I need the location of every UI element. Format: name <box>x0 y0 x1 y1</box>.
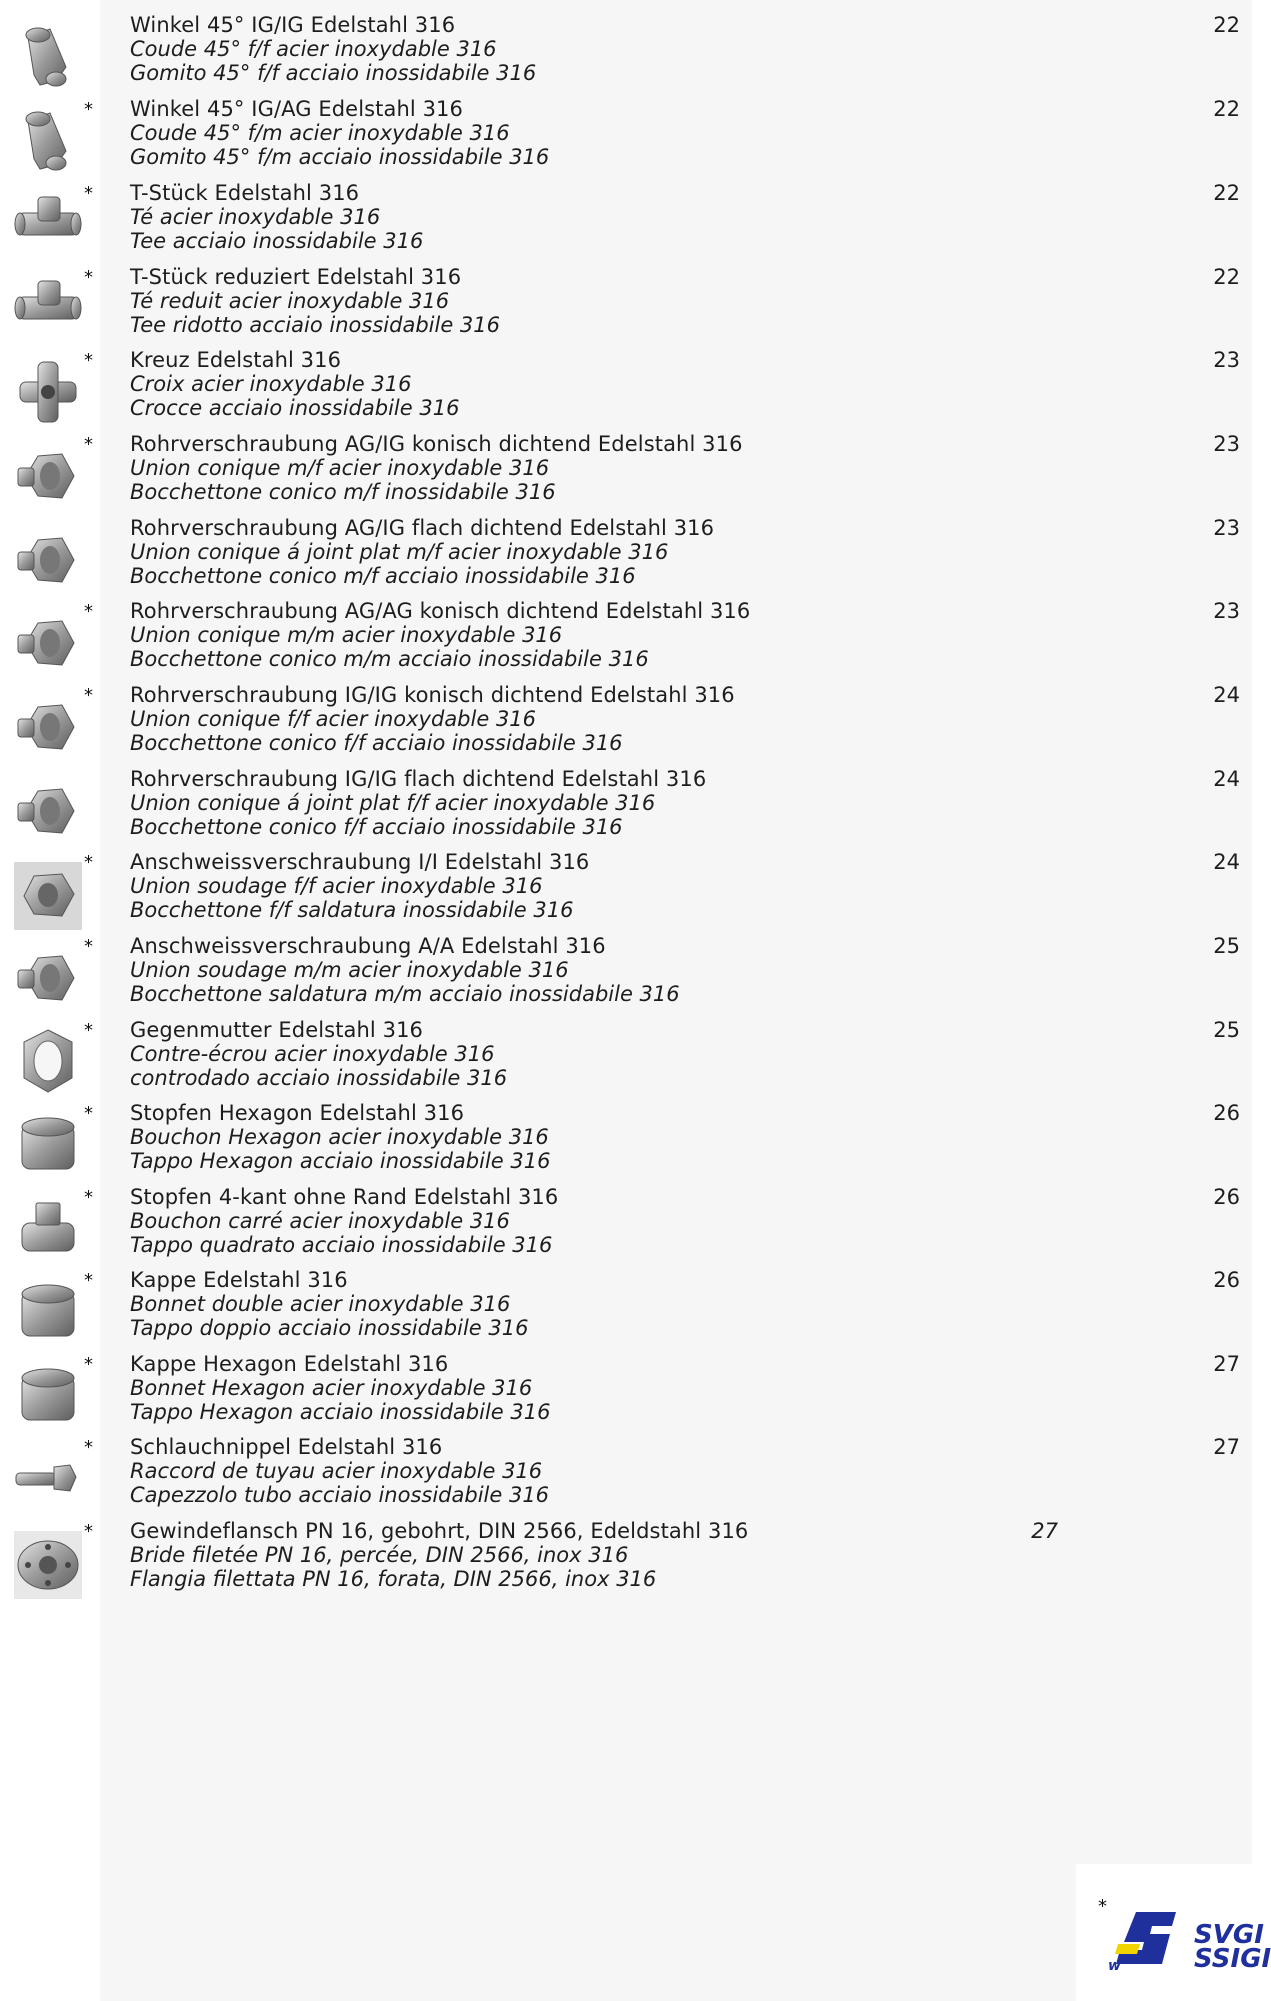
product-name-it: Gomito 45° f/m acciaio inossidabile 316 <box>130 145 550 169</box>
product-name-it: Bocchettone conico m/m acciaio inossidabile 316 <box>130 647 649 671</box>
page-number[interactable]: 26 <box>1213 1185 1240 1209</box>
availability-asterisk: * <box>84 1521 93 1542</box>
product-name-fr: Union conique á joint plat f/f acier inoxydable 316 <box>130 791 656 815</box>
product-name-fr: Bonnet double acier inoxydable 316 <box>130 1292 511 1316</box>
availability-asterisk: * <box>84 1187 93 1208</box>
page-number[interactable]: 27 <box>1213 1435 1240 1459</box>
availability-asterisk: * <box>84 1020 93 1041</box>
logo-asterisk: * <box>1098 1896 1107 1917</box>
availability-asterisk: * <box>84 936 93 957</box>
product-name-de: Kappe Edelstahl 316 <box>130 1268 348 1292</box>
tee-icon <box>10 183 86 263</box>
product-name-fr: Union conique á joint plat m/f acier inoxydable 316 <box>130 540 669 564</box>
product-description <box>130 934 1030 1006</box>
product-description <box>130 13 1030 85</box>
page-number[interactable]: 26 <box>1213 1101 1240 1125</box>
product-name-fr: Union soudage f/f acier inoxydable 316 <box>130 874 543 898</box>
product-name-it: Bocchettone saldatura m/m acciaio inossidabile 316 <box>130 982 680 1006</box>
logo-text-line1: SVGI <box>1194 1920 1264 1950</box>
product-name-de: Winkel 45° IG/AG Edelstahl 316 <box>130 97 463 121</box>
union-ff-icon <box>10 685 86 765</box>
page-number[interactable]: 23 <box>1213 348 1240 372</box>
product-name-fr: Bride filetée PN 16, percée, DIN 2566, inox 316 <box>130 1543 629 1567</box>
page-number[interactable]: 25 <box>1213 934 1240 958</box>
product-name-fr: Bouchon Hexagon acier inoxydable 316 <box>130 1125 549 1149</box>
availability-asterisk: * <box>84 183 93 204</box>
product-name-it: Crocce acciaio inossidabile 316 <box>130 396 460 420</box>
product-name-de: Rohrverschraubung IG/IG konisch dichtend Edelstahl 316 <box>130 683 735 707</box>
page-number[interactable]: 23 <box>1213 599 1240 623</box>
page-number[interactable]: 24 <box>1213 850 1240 874</box>
availability-asterisk: * <box>84 99 93 120</box>
product-name-it: Flangia filettata PN 16, forata, DIN 2566, inox 316 <box>130 1567 657 1591</box>
product-description <box>130 265 1030 337</box>
product-name-de: Gegenmutter Edelstahl 316 <box>130 1018 424 1042</box>
union-mm-icon <box>10 601 86 681</box>
product-name-it: Bocchettone conico f/f acciaio inossidabile 316 <box>130 731 623 755</box>
availability-asterisk: * <box>84 601 93 622</box>
elbow-45-icon <box>10 15 86 95</box>
page-number[interactable]: 22 <box>1213 181 1240 205</box>
product-name-de: T-Stück reduziert Edelstahl 316 <box>130 265 462 289</box>
product-name-it: Tappo Hexagon acciaio inossidabile 316 <box>130 1149 551 1173</box>
availability-asterisk: * <box>84 1103 93 1124</box>
availability-asterisk: * <box>84 350 93 371</box>
product-description <box>130 1352 1030 1424</box>
elbow-45-mf-icon <box>10 99 86 179</box>
product-name-it: controdado acciaio inossidabile 316 <box>130 1066 508 1090</box>
product-name-fr: Union conique m/m acier inoxydable 316 <box>130 623 563 647</box>
product-name-de: Stopfen 4-kant ohne Rand Edelstahl 316 <box>130 1185 559 1209</box>
product-description <box>130 1268 1030 1340</box>
product-name-it: Tee ridotto acciaio inossidabile 316 <box>130 313 500 337</box>
page-number[interactable]: 27 <box>1031 1519 1058 1543</box>
product-description <box>130 850 1030 922</box>
product-name-de: Rohrverschraubung AG/AG konisch dichtend Edelstahl 316 <box>130 599 751 623</box>
product-description <box>130 348 1030 420</box>
page-number[interactable]: 23 <box>1213 432 1240 456</box>
weld-union-mm-icon <box>10 936 86 1016</box>
page-number[interactable]: 24 <box>1213 683 1240 707</box>
availability-asterisk: * <box>84 852 93 873</box>
availability-asterisk: * <box>84 1354 93 1375</box>
product-name-it: Gomito 45° f/f acciaio inossidabile 316 <box>130 61 537 85</box>
availability-asterisk: * <box>84 267 93 288</box>
product-name-it: Tee acciaio inossidabile 316 <box>130 229 424 253</box>
product-name-fr: Contre-écrou acier inoxydable 316 <box>130 1042 495 1066</box>
product-description <box>130 1435 1030 1507</box>
page-number[interactable]: 22 <box>1213 13 1240 37</box>
product-name-de: Gewindeflansch PN 16, gebohrt, DIN 2566, Edeldstahl 316 <box>130 1519 749 1543</box>
weld-union-ff-icon <box>10 852 86 932</box>
threaded-flange-icon <box>10 1521 86 1601</box>
product-name-de: Kappe Hexagon Edelstahl 316 <box>130 1352 449 1376</box>
product-name-fr: Raccord de tuyau acier inoxydable 316 <box>130 1459 543 1483</box>
product-name-fr: Coude 45° f/f acier inoxydable 316 <box>130 37 497 61</box>
page-number[interactable]: 22 <box>1213 97 1240 121</box>
product-name-fr: Union conique m/f acier inoxydable 316 <box>130 456 550 480</box>
product-name-de: Anschweissverschraubung A/A Edelstahl 316 <box>130 934 606 958</box>
availability-asterisk: * <box>84 685 93 706</box>
svgw-logo-icon <box>1106 1904 1196 1974</box>
page-number[interactable]: 26 <box>1213 1268 1240 1292</box>
reducing-tee-icon <box>10 267 86 347</box>
product-name-fr: Té reduit acier inoxydable 316 <box>130 289 450 313</box>
availability-asterisk: * <box>84 1437 93 1458</box>
union-mf-icon <box>10 434 86 514</box>
product-name-it: Bocchettone conico f/f acciaio inossidabile 316 <box>130 815 623 839</box>
product-name-it: Tappo Hexagon acciaio inossidabile 316 <box>130 1400 551 1424</box>
product-description <box>130 516 1030 588</box>
product-description <box>130 432 1030 504</box>
product-name-it: Bocchettone conico m/f acciaio inossidabile 316 <box>130 564 636 588</box>
cap-icon <box>10 1270 86 1350</box>
union-flat-ff-icon <box>10 769 86 849</box>
cross-icon <box>10 350 86 430</box>
product-description <box>130 1519 1030 1591</box>
product-name-it: Capezzolo tubo acciaio inossidabile 316 <box>130 1483 550 1507</box>
page-number[interactable]: 27 <box>1213 1352 1240 1376</box>
product-name-de: Rohrverschraubung IG/IG flach dichtend Edelstahl 316 <box>130 767 707 791</box>
product-name-de: Kreuz Edelstahl 316 <box>130 348 342 372</box>
product-name-fr: Union conique f/f acier inoxydable 316 <box>130 707 537 731</box>
product-name-it: Tappo doppio acciaio inossidabile 316 <box>130 1316 529 1340</box>
product-description <box>130 1185 1030 1257</box>
hex-cap-icon <box>10 1354 86 1434</box>
product-description <box>130 1018 1030 1090</box>
product-name-fr: Croix acier inoxydable 316 <box>130 372 412 396</box>
page-number[interactable]: 23 <box>1213 516 1240 540</box>
product-name-fr: Union soudage m/m acier inoxydable 316 <box>130 958 569 982</box>
hose-nipple-icon <box>10 1437 86 1517</box>
product-name-de: Stopfen Hexagon Edelstahl 316 <box>130 1101 465 1125</box>
product-description <box>130 599 1030 671</box>
availability-asterisk: * <box>84 434 93 455</box>
product-name-de: Rohrverschraubung AG/IG konisch dichtend Edelstahl 316 <box>130 432 743 456</box>
product-name-de: T-Stück Edelstahl 316 <box>130 181 360 205</box>
product-description <box>130 97 1030 169</box>
product-name-it: Tappo quadrato acciaio inossidabile 316 <box>130 1233 553 1257</box>
hex-plug-icon <box>10 1103 86 1183</box>
page-number[interactable]: 25 <box>1213 1018 1240 1042</box>
product-description <box>130 181 1030 253</box>
product-name-fr: Bouchon carré acier inoxydable 316 <box>130 1209 510 1233</box>
product-name-fr: Coude 45° f/m acier inoxydable 316 <box>130 121 510 145</box>
product-name-fr: Bonnet Hexagon acier inoxydable 316 <box>130 1376 533 1400</box>
square-plug-icon <box>10 1187 86 1267</box>
product-name-de: Schlauchnippel Edelstahl 316 <box>130 1435 443 1459</box>
svgw-logo <box>1076 1864 1271 2001</box>
svg-text:w: w <box>1108 1958 1121 1974</box>
product-description <box>130 683 1030 755</box>
page-number[interactable]: 24 <box>1213 767 1240 791</box>
product-name-de: Anschweissverschraubung I/I Edelstahl 316 <box>130 850 590 874</box>
union-flat-mf-icon <box>10 518 86 598</box>
product-name-it: Bocchettone conico m/f inossidabile 316 <box>130 480 556 504</box>
product-row <box>0 1511 1252 1617</box>
product-name-fr: Té acier inoxydable 316 <box>130 205 381 229</box>
logo-text-line2: SSIGI <box>1194 1944 1271 1974</box>
product-name-it: Bocchettone f/f saldatura inossidabile 316 <box>130 898 574 922</box>
product-name-de: Winkel 45° IG/IG Edelstahl 316 <box>130 13 456 37</box>
product-description <box>130 1101 1030 1173</box>
lock-nut-icon <box>10 1020 86 1100</box>
page-number[interactable]: 22 <box>1213 265 1240 289</box>
product-name-de: Rohrverschraubung AG/IG flach dichtend Edelstahl 316 <box>130 516 715 540</box>
availability-asterisk: * <box>84 1270 93 1291</box>
product-description <box>130 767 1030 839</box>
